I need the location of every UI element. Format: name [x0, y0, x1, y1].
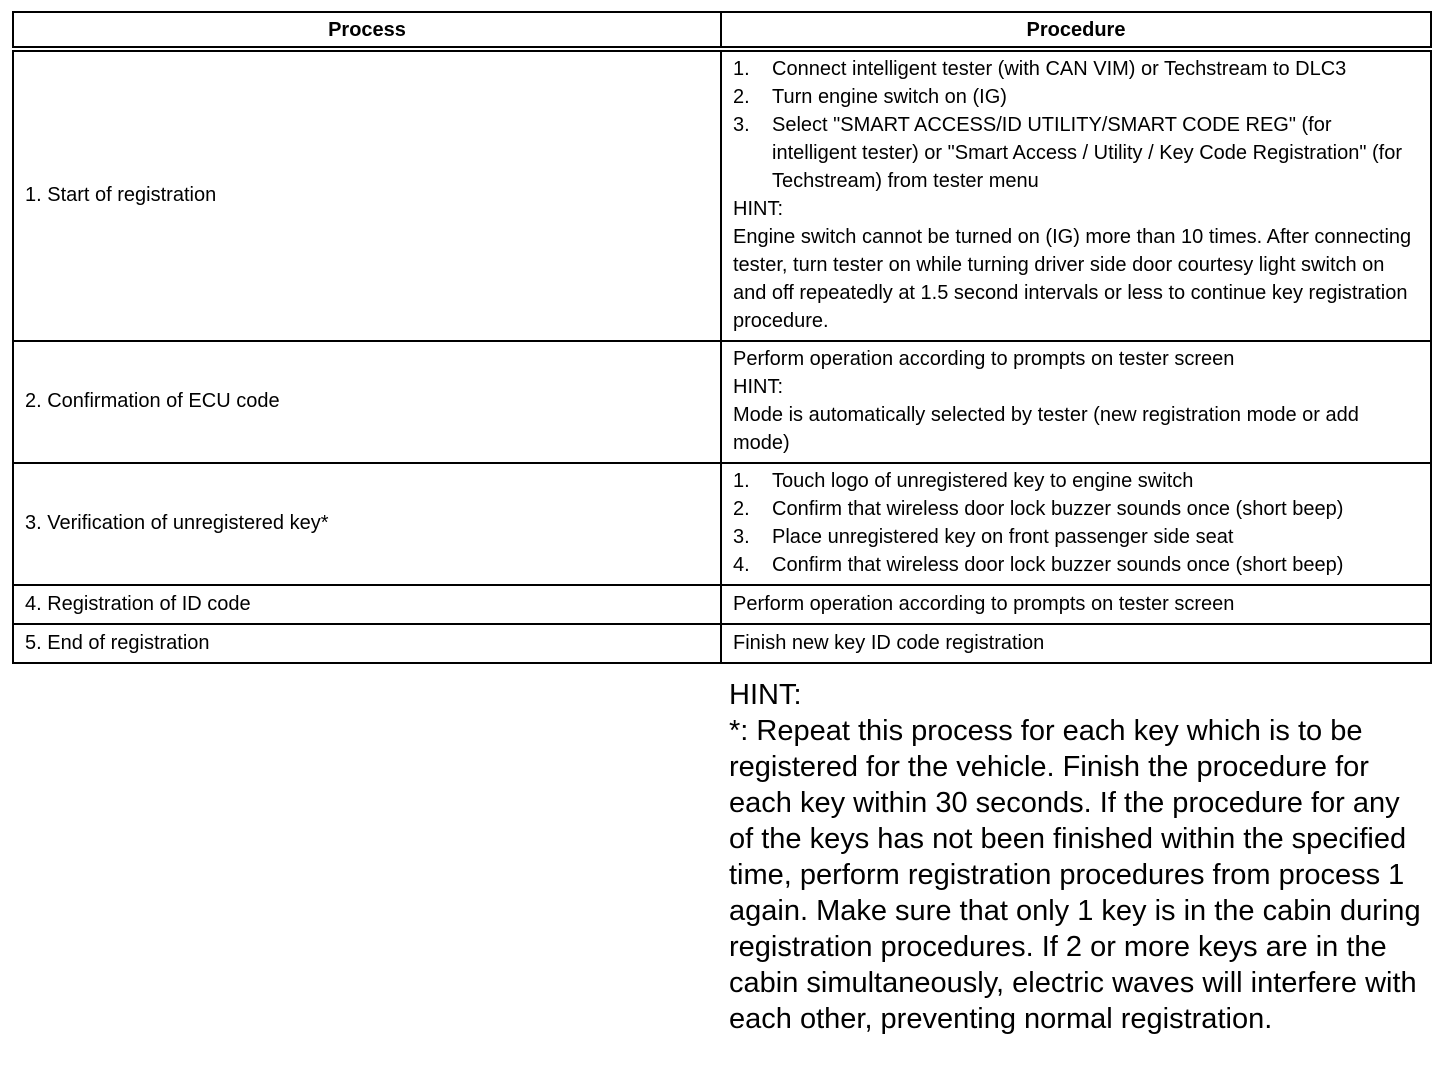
step-list: [733, 467, 1420, 579]
procedure-text: Perform operation according to prompts on tester screen: [733, 348, 1235, 370]
table-row: [13, 463, 1431, 585]
procedure-cell: [721, 49, 1431, 341]
table-row: [13, 341, 1431, 463]
procedure-cell: [721, 341, 1431, 463]
step-text: Touch logo of unregistered key to engine switch: [772, 470, 1194, 492]
step-number: 1.: [733, 470, 750, 492]
step-number: 3.: [733, 526, 750, 548]
step-item: [733, 551, 1420, 579]
procedure-text: Perform operation according to prompts on tester screen: [733, 592, 1235, 615]
table-row: [13, 585, 1431, 624]
procedure-text: Finish new key ID code registration: [733, 631, 1045, 654]
process-cell: 4. Registration of ID code: [13, 585, 721, 624]
step-text: Turn engine switch on (IG): [772, 86, 1007, 108]
procedure-cell: [721, 463, 1431, 585]
step-item: [733, 467, 1420, 495]
step-text: Place unregistered key on front passenger side seat: [772, 526, 1234, 548]
process-cell: 3. Verification of unregistered key*: [13, 463, 721, 585]
hint-label: HINT:: [733, 376, 783, 398]
step-item: [733, 83, 1420, 111]
header-process: Process: [13, 12, 721, 49]
step-item: [733, 495, 1420, 523]
hint-text: Engine switch cannot be turned on (IG) more than 10 times. After connecting tester, turn tester on while turning driver side door courtesy light switch on and off repeatedly at 1.5 second intervals or less to continue key registration procedure.: [733, 226, 1412, 332]
step-text: Connect intelligent tester (with CAN VIM) or Techstream to DLC3: [772, 58, 1347, 80]
step-item: [733, 55, 1420, 83]
step-item: [733, 111, 1420, 195]
step-number: 2.: [733, 498, 750, 520]
step-text: Confirm that wireless door lock buzzer sounds once (short beep): [772, 498, 1344, 520]
table-row: [13, 49, 1431, 341]
footnote-label: HINT:: [729, 679, 802, 711]
procedure-cell: [721, 624, 1431, 663]
hint-label: HINT:: [733, 198, 783, 220]
step-text: Confirm that wireless door lock buzzer sounds once (short beep): [772, 554, 1344, 576]
footnote-hint: [729, 677, 1429, 1037]
table-header-row: [13, 12, 1431, 49]
process-cell: 2. Confirmation of ECU code: [13, 341, 721, 463]
step-text: Select "SMART ACCESS/ID UTILITY/SMART CODE REG" (for intelligent tester) or "Smart Access / Utility / Key Code Registration" (for Techstream) from tester menu: [772, 114, 1402, 192]
process-cell: 5. End of registration: [13, 624, 721, 663]
process-cell: 1. Start of registration: [13, 49, 721, 341]
step-number: 2.: [733, 86, 750, 108]
header-procedure: Procedure: [721, 12, 1431, 49]
table-row: [13, 624, 1431, 663]
step-number: 1.: [733, 58, 750, 80]
step-item: [733, 523, 1420, 551]
registration-procedure-table: [12, 11, 1432, 664]
hint-text: Mode is automatically selected by tester (new registration mode or add mode): [733, 404, 1359, 454]
step-number: 3.: [733, 114, 750, 136]
step-list: [733, 55, 1420, 195]
procedure-cell: [721, 585, 1431, 624]
footnote-text: *: Repeat this process for each key which is to be registered for the vehicle. Finish the procedure for each key within 30 seconds. If the procedure for any of the keys has not been finished within the specified time, perform registration procedures from process 1 again. Make sure that only 1 key is in the cabin during registration procedures. If 2 or more keys are in the cabin simultaneously, electric waves will interfere with each other, preventing normal registration.: [729, 715, 1421, 1035]
step-number: 4.: [733, 554, 750, 576]
